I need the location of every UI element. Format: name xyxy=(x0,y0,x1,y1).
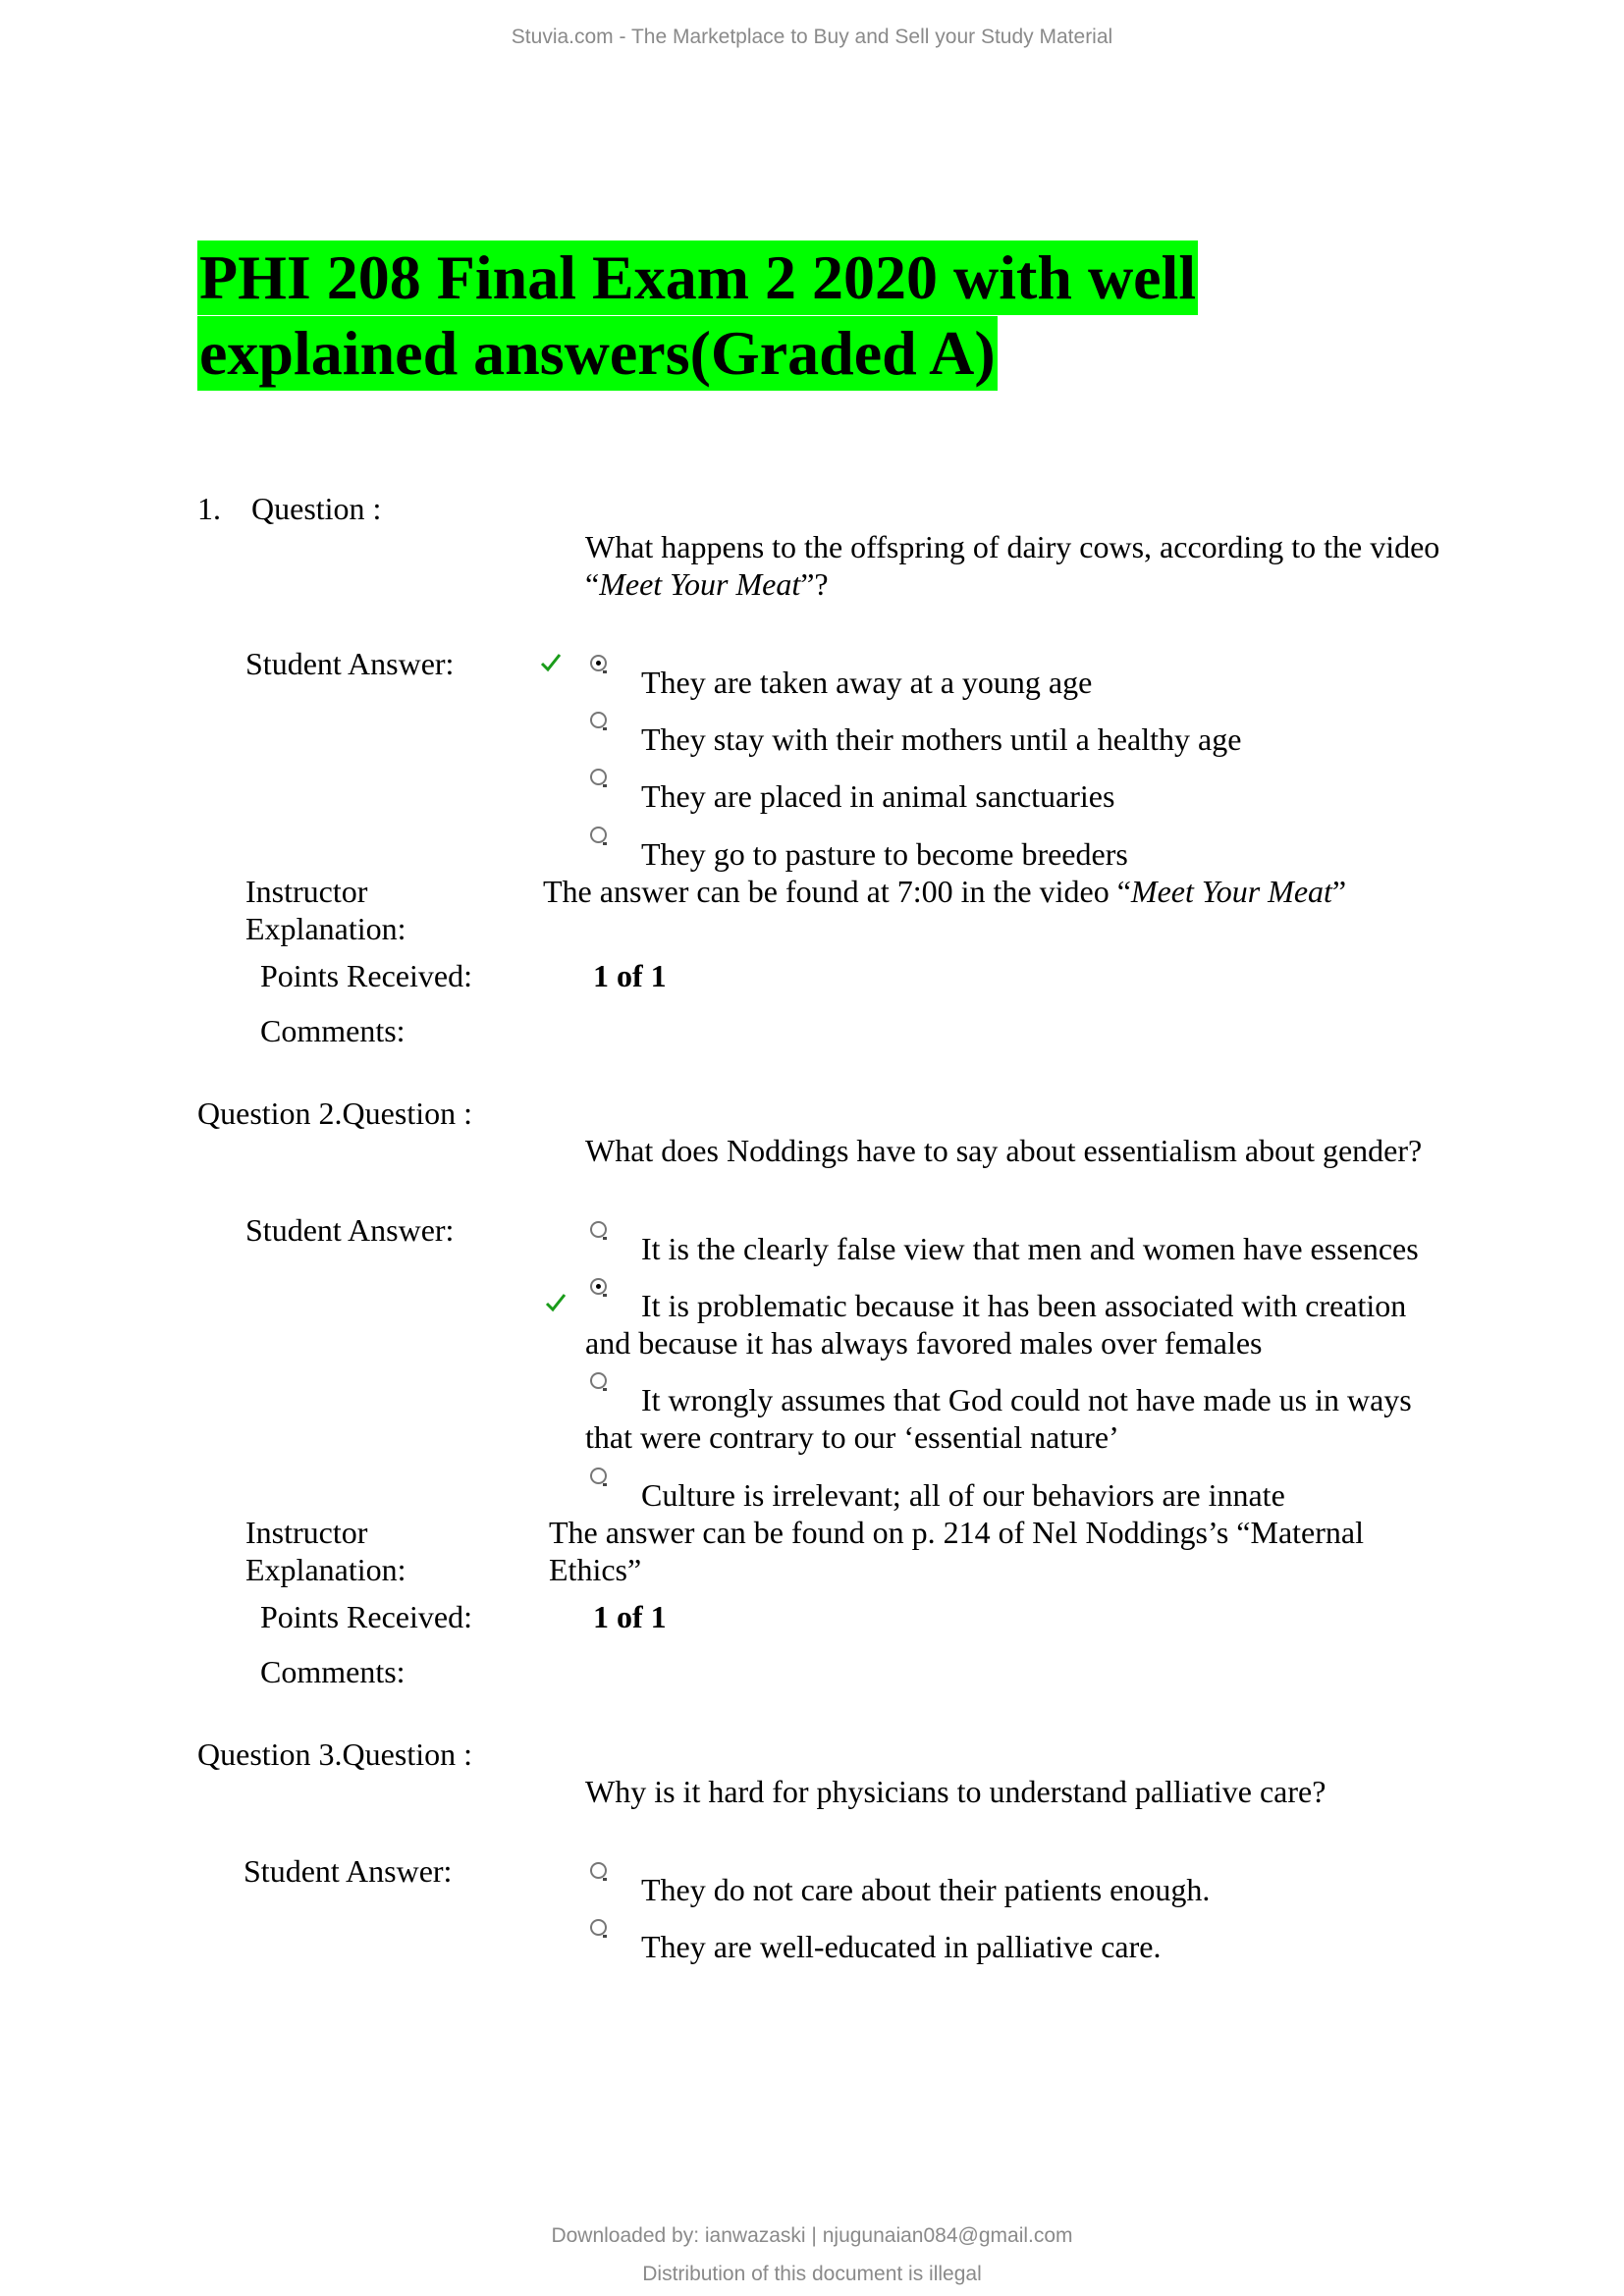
answer-radio[interactable] xyxy=(590,1862,607,1879)
question-2-text: What does Noddings have to say about essentialism about gender? xyxy=(585,1133,1423,1168)
answer-radio[interactable] xyxy=(590,1278,607,1295)
comments-label: Comments: xyxy=(260,1654,406,1689)
answer-radio[interactable] xyxy=(590,769,607,785)
page-title-line-2: explained answers(Graded A) xyxy=(197,316,998,391)
answer-option: It wrongly assumes that God could not have made us in ways xyxy=(641,1382,1412,1417)
instructor-explanation: The answer can be found at 7:00 in the video “Meet Your Meat” xyxy=(543,874,1347,909)
instructor-label-line-2: Explanation: xyxy=(245,911,406,946)
points-received-value: 1 of 1 xyxy=(593,1599,667,1634)
answer-radio[interactable] xyxy=(590,655,607,671)
points-received-label: Points Received: xyxy=(260,958,472,993)
instructor-label-line-2: Explanation: xyxy=(245,1552,406,1587)
student-answer-label: Student Answer: xyxy=(244,1853,453,1889)
answer-radio[interactable] xyxy=(590,1221,607,1238)
answer-option: It is the clearly false view that men and women have essences xyxy=(641,1231,1419,1266)
answer-option: They do not care about their patients enough. xyxy=(641,1872,1211,1907)
question-1-text-line-2: “Meet Your Meat”? xyxy=(585,566,829,602)
answer-option: They go to pasture to become breeders xyxy=(641,836,1128,872)
question-2-heading: Question 2.Question : xyxy=(197,1095,472,1131)
instructor-label-line-1: Instructor xyxy=(245,1515,368,1550)
answer-option-continuation: that were contrary to our ‘essential nature’ xyxy=(585,1419,1119,1455)
student-answer-label: Student Answer: xyxy=(245,1212,455,1248)
site-header: Stuvia.com - The Marketplace to Buy and Sell your Study Material xyxy=(511,26,1113,48)
points-received-value: 1 of 1 xyxy=(593,958,667,993)
student-answer-label: Student Answer: xyxy=(245,646,455,681)
answer-radio[interactable] xyxy=(590,1372,607,1389)
footer-downloaded-by: Downloaded by: ianwazaski | njugunaian084@gmail.com xyxy=(551,2224,1073,2247)
answer-radio[interactable] xyxy=(590,1468,607,1484)
page-title-line-1: PHI 208 Final Exam 2 2020 with well xyxy=(197,240,1198,315)
instructor-explanation-line-2: Ethics” xyxy=(549,1552,642,1587)
answer-option: It is problematic because it has been associated with creation xyxy=(641,1288,1407,1323)
footer-distribution-notice: Distribution of this document is illegal xyxy=(642,2263,982,2285)
instructor-explanation-line-1: The answer can be found on p. 214 of Nel Noddings’s “Maternal xyxy=(549,1515,1364,1550)
question-1-text-line-1: What happens to the offspring of dairy cows, according to the video xyxy=(585,529,1440,564)
answer-option: Culture is irrelevant; all of our behaviors are innate xyxy=(641,1477,1285,1513)
correct-check-icon xyxy=(545,1292,567,1313)
comments-label: Comments: xyxy=(260,1013,406,1048)
question-1-number: 1. xyxy=(197,491,221,526)
answer-option: They are well-educated in palliative care. xyxy=(641,1929,1162,1964)
answer-option: They stay with their mothers until a healthy age xyxy=(641,721,1242,757)
question-1-heading: Question : xyxy=(251,491,382,526)
answer-radio[interactable] xyxy=(590,827,607,843)
question-3-heading: Question 3.Question : xyxy=(197,1736,472,1772)
answer-radio[interactable] xyxy=(590,1919,607,1936)
answer-radio[interactable] xyxy=(590,712,607,728)
question-3-text: Why is it hard for physicians to understand palliative care? xyxy=(585,1774,1326,1809)
points-received-label: Points Received: xyxy=(260,1599,472,1634)
answer-option-continuation: and because it has always favored males over females xyxy=(585,1325,1263,1361)
instructor-label-line-1: Instructor xyxy=(245,874,368,909)
answer-option: They are placed in animal sanctuaries xyxy=(641,778,1115,814)
correct-check-icon xyxy=(540,652,562,673)
answer-option: They are taken away at a young age xyxy=(641,665,1093,700)
